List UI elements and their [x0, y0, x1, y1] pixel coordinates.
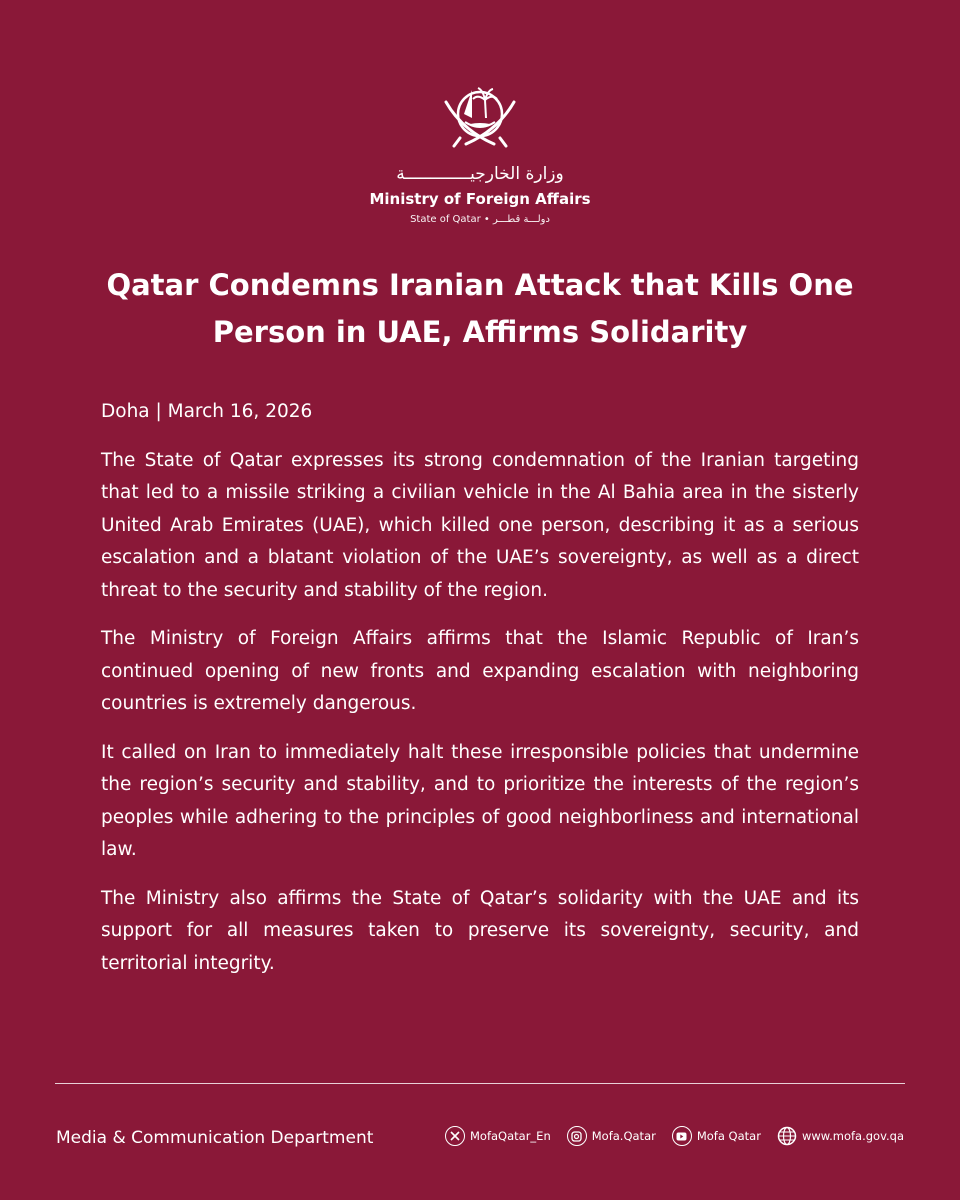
footer-divider [55, 1083, 905, 1084]
social-instagram[interactable] [567, 1126, 656, 1146]
globe-icon [777, 1126, 797, 1146]
title-line-2: Person in UAE, Affirms Solidarity [212, 315, 748, 349]
social-x-label: MofaQatar_En [470, 1129, 551, 1143]
social-instagram-label: Mofa.Qatar [591, 1129, 656, 1143]
social-website-label: www.mofa.gov.qa [801, 1129, 904, 1143]
ministry-english-name: Ministry of Foreign Affairs [369, 190, 591, 208]
ministry-arabic-name: وزارة الخارجيـــــــــــــة [396, 164, 564, 184]
ministry-header [0, 72, 960, 225]
x-logo-icon [445, 1126, 465, 1146]
youtube-icon [672, 1126, 692, 1146]
social-links [445, 1126, 904, 1146]
department-name: Media & Communication Department [56, 1128, 374, 1148]
title-line-1: Qatar Condemns Iranian Attack that Kills One [106, 268, 854, 302]
qatar-emblem-icon [438, 72, 522, 156]
state-line: State of Qatar • دولـــة قطـــر [410, 214, 550, 225]
dateline: Doha | March 16, 2026 [101, 401, 313, 422]
paragraph: The Ministry also affirms the State of Qatar’s solidarity with the UAE and its support for all measures taken to preserve its sovereignty, security, and territorial integrity. [101, 887, 859, 974]
social-x[interactable] [445, 1126, 551, 1146]
paragraph: The Ministry of Foreign Affairs affirms that the Islamic Republic of Iran’s continued opening of new fronts and expanding escalation with neighboring countries is extremely dangerous. [101, 628, 859, 714]
social-youtube-label: Mofa Qatar [696, 1129, 761, 1143]
paragraph: It called on Iran to immediately halt these irresponsible policies that undermine the region’s security and stability, and to prioritize the interests of the region’s peoples while adhering to the principles of good neighborliness and international law. [101, 741, 859, 860]
social-website[interactable] [777, 1126, 904, 1146]
paragraph: The State of Qatar expresses its strong condemnation of the Iranian targeting that led to a missile striking a civilian vehicle in the Al Bahia area in the sisterly United Arab Emirates (UAE), which killed one person, describing it as a serious escalation and a blatant violation of the UAE’s sovereignty, as well as a direct threat to the security and stability of the region. [101, 449, 859, 601]
statement-body [101, 396, 859, 996]
social-youtube[interactable] [672, 1126, 761, 1146]
instagram-icon [567, 1126, 587, 1146]
page-title [80, 262, 880, 356]
